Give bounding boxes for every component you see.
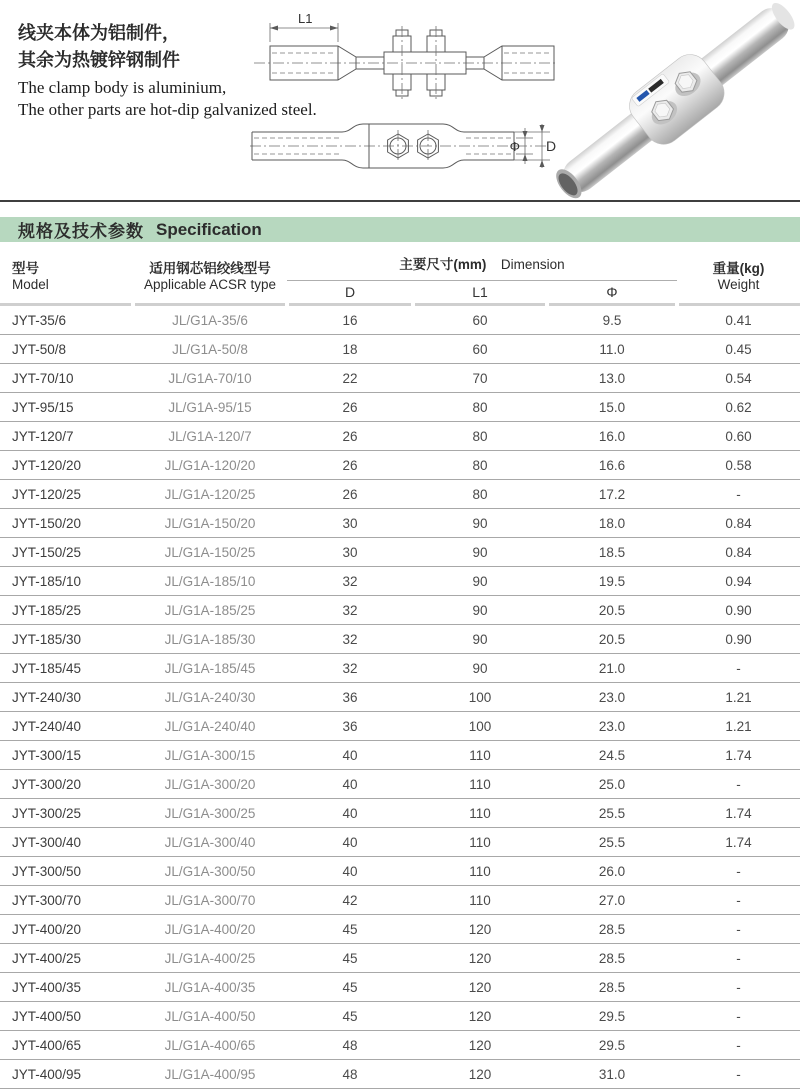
cell-weight: 0.45: [677, 335, 800, 364]
cell-weight: -: [677, 654, 800, 683]
cell-phi: 16.0: [547, 422, 677, 451]
cell-weight: 0.41: [677, 306, 800, 335]
cell-weight: 1.21: [677, 712, 800, 741]
table-row: [0, 306, 800, 335]
cell-acsr: JL/G1A-300/50: [133, 857, 287, 886]
header-weight: [677, 250, 800, 302]
header-acsr-cn: 适用钢芯铝绞线型号: [149, 261, 271, 276]
table-row: [0, 625, 800, 654]
cell-phi: 28.5: [547, 973, 677, 1002]
cell-d: 32: [287, 567, 413, 596]
cell-phi: 17.2: [547, 480, 677, 509]
cell-acsr: JL/G1A-185/10: [133, 567, 287, 596]
cell-d: 40: [287, 741, 413, 770]
cell-acsr: JL/G1A-300/15: [133, 741, 287, 770]
cell-phi: 19.5: [547, 567, 677, 596]
table-row: [0, 654, 800, 683]
cell-acsr: JL/G1A-300/70: [133, 886, 287, 915]
cell-model: JYT-240/30: [0, 683, 133, 712]
note-cn-line1: 线夹本体为铝制件，: [18, 23, 180, 43]
cell-model: JYT-120/20: [0, 451, 133, 480]
cell-phi: 9.5: [547, 306, 677, 335]
cell-weight: -: [677, 770, 800, 799]
cell-d: 30: [287, 538, 413, 567]
cell-acsr: JL/G1A-120/20: [133, 451, 287, 480]
cell-model: JYT-300/15: [0, 741, 133, 770]
cell-weight: -: [677, 915, 800, 944]
cell-model: JYT-400/20: [0, 915, 133, 944]
cell-model: JYT-35/6: [0, 306, 133, 335]
cell-acsr: JL/G1A-240/40: [133, 712, 287, 741]
cell-l1: 120: [413, 1031, 547, 1060]
cell-model: JYT-400/65: [0, 1031, 133, 1060]
cell-weight: 0.90: [677, 596, 800, 625]
cell-weight: 1.74: [677, 741, 800, 770]
cell-acsr: JL/G1A-400/50: [133, 1002, 287, 1031]
table-row: [0, 480, 800, 509]
cell-weight: 0.94: [677, 567, 800, 596]
cell-d: 32: [287, 625, 413, 654]
cell-l1: 80: [413, 480, 547, 509]
header-dim-cn: 主要尺寸(mm): [399, 257, 487, 272]
cell-weight: 0.90: [677, 625, 800, 654]
cell-l1: 110: [413, 741, 547, 770]
header-weight-cn: 重量(kg): [712, 261, 765, 276]
cell-d: 40: [287, 828, 413, 857]
cell-acsr: JL/G1A-50/8: [133, 335, 287, 364]
table-row: [0, 1002, 800, 1031]
cell-l1: 80: [413, 393, 547, 422]
cell-d: 32: [287, 654, 413, 683]
note-en-line2: The other parts are hot-dip galvanized steel.: [18, 100, 317, 119]
cell-phi: 25.5: [547, 799, 677, 828]
cell-phi: 29.5: [547, 1002, 677, 1031]
table-row: [0, 567, 800, 596]
cell-acsr: JL/G1A-240/30: [133, 683, 287, 712]
cell-l1: 110: [413, 857, 547, 886]
cell-weight: 0.60: [677, 422, 800, 451]
cell-weight: -: [677, 480, 800, 509]
cell-l1: 90: [413, 509, 547, 538]
cell-phi: 28.5: [547, 915, 677, 944]
cell-model: JYT-300/50: [0, 857, 133, 886]
cell-acsr: JL/G1A-120/7: [133, 422, 287, 451]
note-cn-line2: 其余为热镀锌钢制件: [18, 50, 180, 70]
header-sub-d: D: [344, 283, 356, 300]
cell-l1: 90: [413, 596, 547, 625]
table-row: [0, 857, 800, 886]
header-sub-l1: L1: [472, 283, 488, 300]
cell-phi: 27.0: [547, 886, 677, 915]
header-dimension-group: [287, 250, 677, 281]
section-title-cn: 规格及技术参数: [18, 222, 144, 241]
cell-model: JYT-400/95: [0, 1060, 133, 1089]
cell-l1: 110: [413, 799, 547, 828]
cell-model: JYT-120/7: [0, 422, 133, 451]
cell-phi: 11.0: [547, 335, 677, 364]
table-row: [0, 509, 800, 538]
cell-model: JYT-50/8: [0, 335, 133, 364]
cell-model: JYT-300/40: [0, 828, 133, 857]
cell-l1: 60: [413, 306, 547, 335]
table-row: [0, 770, 800, 799]
header-acsr: [133, 250, 287, 302]
cell-acsr: JL/G1A-150/25: [133, 538, 287, 567]
cell-acsr: JL/G1A-300/20: [133, 770, 287, 799]
cell-model: JYT-95/15: [0, 393, 133, 422]
cell-phi: 29.5: [547, 1031, 677, 1060]
cell-acsr: JL/G1A-150/20: [133, 509, 287, 538]
cell-d: 45: [287, 973, 413, 1002]
cell-d: 22: [287, 364, 413, 393]
header-acsr-en: Applicable ACSR type: [143, 277, 277, 292]
cell-l1: 120: [413, 1060, 547, 1089]
cell-phi: 24.5: [547, 741, 677, 770]
cell-acsr: JL/G1A-70/10: [133, 364, 287, 393]
cell-l1: 120: [413, 944, 547, 973]
cell-d: 26: [287, 393, 413, 422]
product-photo: [556, 0, 796, 200]
cell-d: 30: [287, 509, 413, 538]
header-dim-en: Dimension: [500, 257, 565, 272]
cell-phi: 21.0: [547, 654, 677, 683]
cell-weight: -: [677, 1031, 800, 1060]
cell-d: 26: [287, 422, 413, 451]
cell-acsr: JL/G1A-400/95: [133, 1060, 287, 1089]
spec-table: [0, 250, 800, 1089]
cell-l1: 120: [413, 915, 547, 944]
cell-d: 42: [287, 886, 413, 915]
material-note-chinese: [18, 20, 180, 74]
cell-l1: 90: [413, 538, 547, 567]
cell-model: JYT-300/70: [0, 886, 133, 915]
spec-table-body: [0, 306, 800, 1089]
side-view-drawing: [254, 11, 558, 100]
cell-l1: 60: [413, 335, 547, 364]
table-row: [0, 741, 800, 770]
cell-weight: -: [677, 886, 800, 915]
cell-d: 16: [287, 306, 413, 335]
dim-phi-label: Φ: [509, 139, 520, 154]
cell-weight: 1.74: [677, 828, 800, 857]
table-row: [0, 799, 800, 828]
cell-acsr: JL/G1A-185/25: [133, 596, 287, 625]
cell-acsr: JL/G1A-400/20: [133, 915, 287, 944]
cell-weight: 0.84: [677, 538, 800, 567]
cell-weight: 0.54: [677, 364, 800, 393]
cell-d: 48: [287, 1060, 413, 1089]
cell-weight: 0.58: [677, 451, 800, 480]
cell-d: 26: [287, 451, 413, 480]
cell-d: 40: [287, 770, 413, 799]
cell-model: JYT-185/30: [0, 625, 133, 654]
cell-l1: 110: [413, 886, 547, 915]
cell-weight: -: [677, 1002, 800, 1031]
cell-l1: 110: [413, 828, 547, 857]
cell-acsr: JL/G1A-400/65: [133, 1031, 287, 1060]
cell-acsr: JL/G1A-300/25: [133, 799, 287, 828]
cell-phi: 23.0: [547, 712, 677, 741]
table-row: [0, 944, 800, 973]
header-model: [0, 250, 133, 302]
cell-weight: -: [677, 857, 800, 886]
table-row: [0, 393, 800, 422]
table-row: [0, 596, 800, 625]
cell-acsr: JL/G1A-400/35: [133, 973, 287, 1002]
cell-l1: 80: [413, 422, 547, 451]
cell-model: JYT-300/25: [0, 799, 133, 828]
cell-acsr: JL/G1A-35/6: [133, 306, 287, 335]
cell-d: 26: [287, 480, 413, 509]
cell-d: 36: [287, 712, 413, 741]
cell-model: JYT-300/20: [0, 770, 133, 799]
cell-phi: 13.0: [547, 364, 677, 393]
cell-model: JYT-70/10: [0, 364, 133, 393]
cell-l1: 100: [413, 712, 547, 741]
table-row: [0, 1060, 800, 1089]
cell-model: JYT-400/50: [0, 1002, 133, 1031]
cell-model: JYT-185/45: [0, 654, 133, 683]
cell-acsr: JL/G1A-185/45: [133, 654, 287, 683]
header-model-en: Model: [12, 277, 49, 292]
cell-acsr: JL/G1A-400/25: [133, 944, 287, 973]
cell-d: 45: [287, 915, 413, 944]
cell-d: 40: [287, 857, 413, 886]
cell-phi: 16.6: [547, 451, 677, 480]
header-weight-en: Weight: [717, 277, 760, 292]
table-row: [0, 422, 800, 451]
table-row: [0, 915, 800, 944]
cell-l1: 70: [413, 364, 547, 393]
table-row: [0, 335, 800, 364]
cell-l1: 90: [413, 654, 547, 683]
note-en-line1: The clamp body is aluminium,: [18, 78, 227, 97]
header-model-cn: 型号: [12, 261, 39, 276]
cell-acsr: JL/G1A-185/30: [133, 625, 287, 654]
cell-d: 40: [287, 799, 413, 828]
cell-model: JYT-150/20: [0, 509, 133, 538]
cell-d: 18: [287, 335, 413, 364]
table-row: [0, 538, 800, 567]
cell-phi: 23.0: [547, 683, 677, 712]
technical-drawing: [248, 6, 566, 198]
cell-weight: 1.21: [677, 683, 800, 712]
cell-weight: 0.84: [677, 509, 800, 538]
cell-model: JYT-185/25: [0, 596, 133, 625]
table-row: [0, 828, 800, 857]
cell-l1: 120: [413, 973, 547, 1002]
cell-weight: 1.74: [677, 799, 800, 828]
cell-l1: 90: [413, 567, 547, 596]
dim-d-label: D: [546, 138, 557, 154]
section-header-bar: [0, 217, 800, 242]
table-row: [0, 712, 800, 741]
cell-weight: -: [677, 1060, 800, 1089]
cell-phi: 25.5: [547, 828, 677, 857]
dim-l1-label: L1: [298, 11, 313, 26]
cell-d: 32: [287, 596, 413, 625]
spec-table-header: [0, 250, 800, 306]
cell-model: JYT-185/10: [0, 567, 133, 596]
cell-acsr: JL/G1A-95/15: [133, 393, 287, 422]
cell-d: 45: [287, 1002, 413, 1031]
table-row: [0, 683, 800, 712]
table-row: [0, 886, 800, 915]
cell-phi: 31.0: [547, 1060, 677, 1089]
cell-acsr: JL/G1A-120/25: [133, 480, 287, 509]
table-row: [0, 973, 800, 1002]
section-divider: [0, 200, 800, 202]
cell-weight: -: [677, 973, 800, 1002]
cell-phi: 15.0: [547, 393, 677, 422]
cell-phi: 26.0: [547, 857, 677, 886]
top-view-drawing: [250, 124, 556, 168]
cell-phi: 28.5: [547, 944, 677, 973]
header-sub-phi: Φ: [606, 283, 618, 300]
cell-d: 48: [287, 1031, 413, 1060]
table-row: [0, 364, 800, 393]
cell-phi: 20.5: [547, 625, 677, 654]
cell-phi: 25.0: [547, 770, 677, 799]
cell-l1: 120: [413, 1002, 547, 1031]
cell-l1: 80: [413, 451, 547, 480]
table-row: [0, 451, 800, 480]
cell-phi: 18.0: [547, 509, 677, 538]
cell-d: 45: [287, 944, 413, 973]
cell-phi: 18.5: [547, 538, 677, 567]
cell-d: 36: [287, 683, 413, 712]
cell-weight: 0.62: [677, 393, 800, 422]
section-title-en: Specification: [156, 219, 262, 239]
cell-acsr: JL/G1A-300/40: [133, 828, 287, 857]
cell-model: JYT-120/25: [0, 480, 133, 509]
cell-model: JYT-400/35: [0, 973, 133, 1002]
cell-model: JYT-150/25: [0, 538, 133, 567]
cell-phi: 20.5: [547, 596, 677, 625]
cell-l1: 110: [413, 770, 547, 799]
cell-model: JYT-240/40: [0, 712, 133, 741]
cell-weight: -: [677, 944, 800, 973]
cell-l1: 90: [413, 625, 547, 654]
cell-model: JYT-400/25: [0, 944, 133, 973]
table-row: [0, 1031, 800, 1060]
cell-l1: 100: [413, 683, 547, 712]
